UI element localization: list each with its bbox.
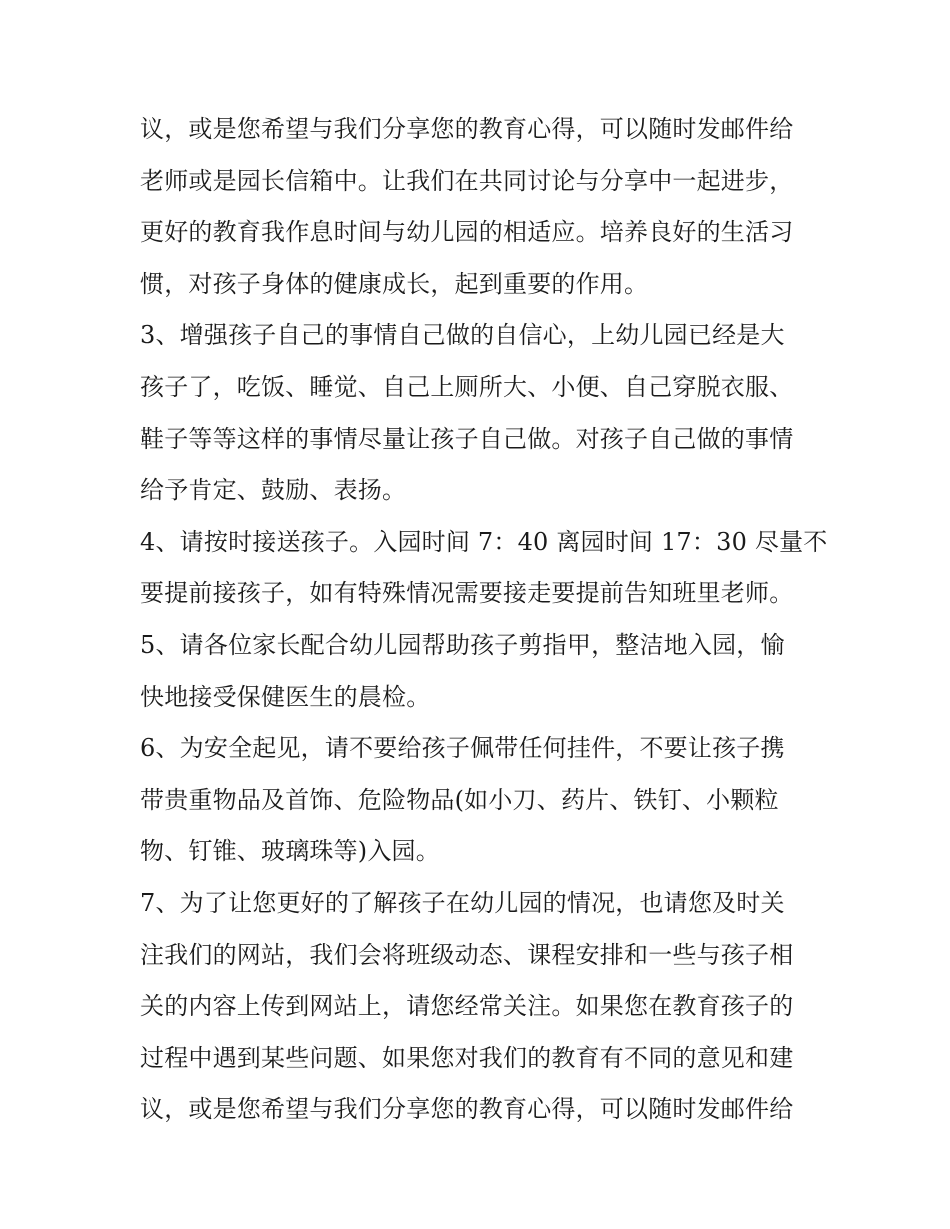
text-line: 孩子了，吃饭、睡觉、自己上厕所大、小便、自己穿脱衣服、 xyxy=(140,372,794,401)
text-line: 要提前接孩子，如有特殊情况需要接走要提前告知班里老师。 xyxy=(140,579,794,608)
text-line: 给予肯定、鼓励、表扬。 xyxy=(140,476,407,505)
text-line: 议，或是您希望与我们分享您的教育心得，可以随时发邮件给 xyxy=(140,1095,794,1124)
text-line: 老师或是园长信箱中。让我们在共同讨论与分享中一起进步， xyxy=(140,166,794,195)
text-line: 快地接受保健医生的晨检。 xyxy=(140,682,431,711)
text-line: 鞋子等等这样的事情尽量让孩子自己做。对孩子自己做的事情 xyxy=(140,424,794,453)
text-line: 7、为了让您更好的了解孩子在幼儿园的情况，也请您及时关 xyxy=(140,888,785,917)
text-line: 3、增强孩子自己的事情自己做的自信心，上幼儿园已经是大 xyxy=(140,321,785,350)
text-line: 惯，对孩子身体的健康成长，起到重要的作用。 xyxy=(140,269,649,298)
text-line: 关的内容上传到网站上，请您经常关注。如果您在教育孩子的 xyxy=(140,992,794,1021)
document-body xyxy=(140,104,828,1136)
text-line: 6、为安全起见，请不要给孩子佩带任何挂件，不要让孩子携 xyxy=(140,734,785,763)
text-line: 5、请各位家长配合幼儿园帮助孩子剪指甲，整洁地入园，愉 xyxy=(140,630,785,659)
text-line: 4、请按时接送孩子。入园时间 7：40 离园时间 17：30 尽量不 xyxy=(140,527,828,556)
text-line: 注我们的网站，我们会将班级动态、课程安排和一些与孩子相 xyxy=(140,940,794,969)
text-line: 物、钉锥、玻璃珠等)入园。 xyxy=(140,837,440,866)
text-line: 带贵重物品及首饰、危险物品(如小刀、药片、铁钉、小颗粒 xyxy=(140,785,779,814)
text-line: 过程中遇到某些问题、如果您对我们的教育有不同的意见和建 xyxy=(140,1043,794,1072)
text-line: 更好的教育我作息时间与幼儿园的相适应。培养良好的生活习 xyxy=(140,218,794,247)
text-line: 议，或是您希望与我们分享您的教育心得，可以随时发邮件给 xyxy=(140,115,794,143)
